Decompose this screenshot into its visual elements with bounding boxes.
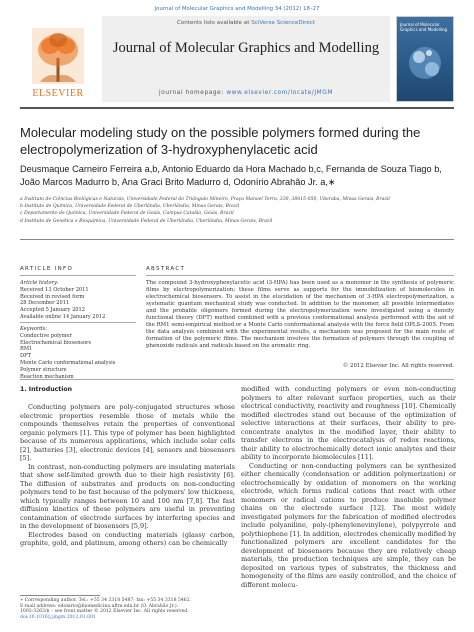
homepage-link[interactable]: www.elsevier.com/locate/JMGM bbox=[226, 90, 333, 96]
running-head: Journal of Molecular Graphics and Modelling 34 (2012) 18–27 bbox=[154, 6, 320, 12]
journal-banner bbox=[20, 16, 454, 106]
affiliation-c: c Departamento de Química, Universidade Federal de Goiás, Campus Catalão, Goiás, Brazil bbox=[20, 211, 234, 217]
intro-paragraph: In contrast, non-conducting polymers are insulating materials that show self-limited growth due to their high resistivity [6]. The diffusion of substrates and products on non-conducting polymers tend to be fast because of the polymers' low thickness, which typically ranges between 10 and 100 nm [7,8]. The fast diffusion kinetics of these polymers are useful in preventing contamination of electrode surfaces by interfering species and in the development of biosensors [5,9]. bbox=[20, 462, 235, 530]
doi-link[interactable]: doi:10.1016/j.jmgm.2012.01.001 bbox=[20, 615, 96, 620]
journal-homepage bbox=[102, 90, 390, 96]
history-revised-date: 28 December 2011 bbox=[20, 300, 70, 307]
intro-paragraph: Conducting or non-conducting polymers can be synthesized either chemically (condensation or addition polymerization) or electrochemically by oxidation of monomers on the working electrode, which forms radical cations that react with other monomers or radical cations to produce insoluble polymer chains on the electrode surface [12]. The most widely investigated polymers for the fabrication of modified electrodes include polyaniline, poly-(phenylenevinylene), polypyrrole and polythiophene [1]. In addition, electrodes chemically modified by functionalized polymers are excellent candidates for the development of biosensors because they are relatively cheap materials, the production techniques are simple, they can be deposited on various types of substrates, the thickness and homogeneity of the films are easily controlled, and the choice of different molecu- bbox=[241, 461, 456, 589]
elsevier-wordmark: ELSEVIER bbox=[32, 88, 84, 99]
abstract-copyright: © 2012 Elsevier Inc. All rights reserved. bbox=[342, 363, 454, 369]
body-column-right bbox=[241, 385, 456, 589]
keyword-item: Polymer structure bbox=[20, 366, 67, 373]
keyword-item: Monte Carlo conformational analysis bbox=[20, 359, 116, 366]
abstract-bottom-rule bbox=[20, 379, 454, 380]
contents-line bbox=[102, 20, 390, 26]
article-info-rule bbox=[20, 275, 136, 276]
history-received: Received 13 October 2011 bbox=[20, 286, 89, 293]
contents-prefix: Contents lists available at bbox=[176, 20, 252, 26]
introduction-heading: 1. Introduction bbox=[20, 386, 73, 393]
header-divider bbox=[20, 107, 454, 109]
body-column-left bbox=[20, 403, 235, 548]
affiliation-d: d Instituto de Genética e Bioquímica, Universidade Federal de Uberlândia, Uberlândia, Minas Gerais, Brazil bbox=[20, 218, 273, 224]
sciencedirect-link[interactable]: SciVerse ScienceDirect bbox=[251, 20, 316, 26]
intro-paragraph: modified with conducting polymers or even non-conducting polymers to alter relevant surface properties, such as their electrical conductivity, reactivity and roughness [10]. Chemically modified electrodes stand out because of the optimization of selective interactions at their surfaces, their ability to pre-concentrate analytes in the modified layer, their ability to transfer electrons in the electrocatalysis of redox reactions, their ability to electrochemically detect ionic analytes and their ability to incorporate biomolecules [11]. bbox=[241, 385, 456, 461]
affiliations-divider bbox=[20, 239, 454, 240]
abstract-heading: ABSTRACT bbox=[146, 266, 186, 272]
article-title: Molecular modeling study on the possible polymers formed during the electropolymerization of 3-hydroxyphenylacetic acid bbox=[20, 125, 421, 157]
elsevier-logo bbox=[20, 16, 96, 102]
journal-cover-image bbox=[396, 16, 454, 102]
keywords-label: Keywords: bbox=[20, 326, 48, 332]
affiliation-b: b Instituto de Química, Universidade Federal de Uberlândia, Uberlândia, Minas Gerais, Brazil bbox=[20, 204, 240, 210]
history-accepted: Accepted 5 January 2012 bbox=[20, 307, 86, 314]
history-online: Available online 14 January 2012 bbox=[20, 313, 106, 320]
keyword-item: Electrochemical biosensors bbox=[20, 339, 92, 346]
history-revised-label: Received in revised form bbox=[20, 293, 85, 300]
elsevier-tree-icon bbox=[32, 28, 84, 84]
keyword-item: RM1 bbox=[20, 346, 33, 353]
corresponding-author-note: ∗ Corresponding author. Tel.: +55 34 3318 5487; fax: +55 34 3318 5462. bbox=[20, 598, 192, 603]
issn-line: 1093-3263/$ – see front matter © 2012 Elsevier Inc. All rights reserved. bbox=[20, 609, 189, 614]
email-note: E-mail address: odonirio@biomedicina.uftm.edu.br (O. Abrahão Jr.). bbox=[20, 604, 179, 609]
cover-title: Journal of Molecular Graphics and Modelling bbox=[400, 22, 448, 32]
intro-paragraph: Conducting polymers are poly-conjugated structures whose electronic properties resemble those of metals while the compounds themselves retain the properties of conventional organic polymers [1]. This type of polymer has been highlighted because of its numerous applications, which include solar cells [2], batteries [3], electronic devices [4], sensors and biosensors [5]. bbox=[20, 403, 235, 462]
journal-header-box bbox=[102, 16, 390, 102]
article-info-heading: ARTICLE INFO bbox=[20, 266, 74, 272]
author-list: Deusmaque Carneiro Ferreira a,b, Antonio Eduardo da Hora Machado b,c, Fernanda de Souza Tiago b, João Marcos Madurro b, Ana Graci Brito Madurro d, Odonírio Abrahão Jr. a,∗ bbox=[20, 164, 442, 187]
journal-title: Journal of Molecular Graphics and Modelling bbox=[112, 40, 380, 56]
affiliation-a: a Instituto de Ciências Biológicas e Naturais, Universidade Federal do Triângulo Mineiro, Praça Manoel Terra, 330, 38015-050, Uberaba, Minas Gerais, Brazil bbox=[20, 197, 390, 202]
history-label: Article history: bbox=[20, 280, 59, 286]
bottom-meta bbox=[20, 609, 235, 621]
keywords-rule bbox=[20, 322, 136, 323]
article-history bbox=[20, 280, 136, 321]
homepage-prefix: journal homepage: bbox=[159, 90, 227, 96]
abstract-text: The compound 3-hydroxyphenylacetic acid (3-HPA) has been used as a monomer in the synthesis of polymeric films by electropolymerization; these films serve as supports for the immobilization of biomolecules in electrochemical biosensors. To assist in the elucidation of the mechanism of 3-HPA electropolymerization, a systematic quantum mechanical study was conducted. In addition to the monomer, all possible intermediates and the probable oligomers formed during the electropolymerization were investigated using a density functional theory (DFT) method combined with a previous conformational analysis performed with the aid of the RM1 semi-empirical method or a Monte Carlo conformational analysis with the force field OPLS-2005. From the data analysis combined with the experimental results, a mechanism was proposed for the main route of formation of the polymeric films. The mechanism involves the formation of polymers through the coupling of phenoxide radicals and radicals based on the aromatic ring. bbox=[146, 280, 454, 350]
keyword-item: DFT bbox=[20, 353, 32, 360]
cover-molecule-art bbox=[405, 41, 445, 85]
footnote-rule bbox=[20, 595, 100, 596]
keyword-item: Conductive polymer bbox=[20, 332, 72, 339]
keywords-list bbox=[20, 326, 136, 380]
keyword-item: Reaction mechanism bbox=[20, 373, 74, 380]
affiliations bbox=[20, 196, 460, 225]
intro-paragraph: Electrodes based on conducting materials (glassy carbon, graphite, gold, and platinum, among others) can be chemically bbox=[20, 530, 235, 547]
abstract-rule bbox=[146, 275, 454, 276]
